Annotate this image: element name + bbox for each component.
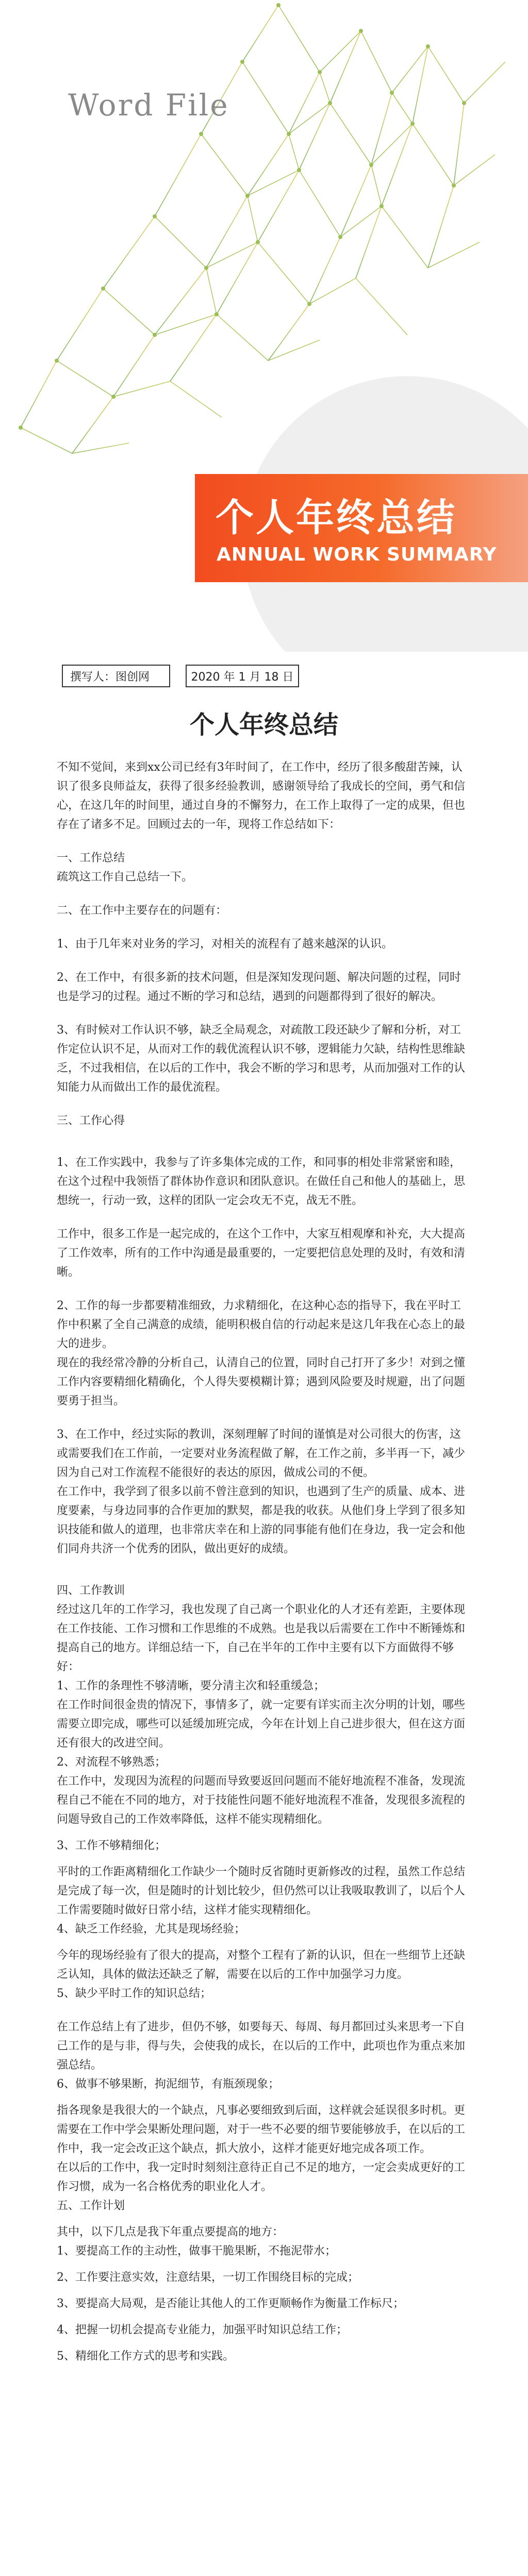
paragraph: 1、要提高工作的主动性，做事干脆果断，不拖泥带水； <box>57 2245 336 2258</box>
intro-paragraph: 不知不觉间，来到xx公司已经有3年时间了，在工作中，经历了很多酸甜苦辣，认识了很多良师益友，获得了很多经验教训，感谢领导给了我成长的空间，勇气和信心，在这几年的时间里，通过自身的不懈努力，在工作上取得了一定的成果，但也存在了诸多不足。回顾过去的一年，现将工作总结如下： <box>57 761 466 831</box>
paragraph: 五、工作计划 <box>57 2199 125 2212</box>
paragraph: 2、工作的每一步都要精准细致，力求精细化，在这种心态的指导下，我在平时工作中积累了全自己满意的成绩，能明积极自信的行动起来是这几年我在心态上的最大的进步。 <box>57 1299 466 1350</box>
section-heading: 二、在工作中主要存在的问题有： <box>57 904 227 917</box>
author-box: 撰写人：图创网 <box>62 665 170 687</box>
paragraph: 4、缺乏工作经验，尤其是现场经验； <box>57 1923 245 1936</box>
plan-item: 2、工作要注意实效，注意结果，一切工作围绕目标的完成； <box>57 2271 359 2284</box>
paragraph: 在工作总结上有了进步，但仍不够，如要每天、每周、每月都回过头来思考一下自己工作的是与非，得与失，会使我的成长，在以后的工作中，此项也作为重点来加强总结。 <box>57 2021 466 2072</box>
paragraph: 在工作中，发现因为流程的问题而导致要返回问题而不能好地流程不准备，发现流程自己不能在不同的地方，对于技能性问题不能好地流程不准备，发现很多流程的问题导致自己的工作效率降低，这样不能实现精细化。 <box>57 1775 466 1826</box>
paragraph: 在工作时间很金贵的情况下，事情多了，就一定要有详实而主次分明的计划，哪些需要立即完成，哪些可以延缓加班完成，今年在计划上自己进步很大，但在这方面还有很大的改进空间。 <box>57 1699 466 1750</box>
paragraph: 平时的工作距离精细化工作缺少一个随时反省随时更新修改的过程，虽然工作总结是完成了每一次，但是随时的计划比较少，但仍然可以让我吸取教训了，以后个人工作需要随时做好日常小结，这样才能实现精细化。 <box>57 1866 466 1917</box>
section-heading: 一、工作总结 <box>57 852 125 865</box>
paragraph: 1、由于几年来对业务的学习，对相关的流程有了越来越深的认识。 <box>57 938 393 951</box>
section-heading: 其中，以下几点是我下年重点要提高的地方： <box>57 2226 284 2239</box>
paragraph: 5、缺少平时工作的知识总结； <box>57 1987 211 2000</box>
paragraph: 3、有时候对工作认识不够，缺乏全局观念，对疏散工段还缺少了解和分析，对工作定位认识不足，从而对工作的载优流程认识不够，逻辑能力欠缺，结构性思维缺乏，不过我相信，在以后的工作中，我会不断的学习和思考，从而加强对工作的认知能力从而做出工作的最优流程。 <box>57 1024 466 1094</box>
paragraph: 现在的我经常冷静的分析自己，认清自己的位置，同时自己打开了多少！对到之懂工作内容要精细化精确化，个人得失要模糊计算；遇到风险要及时规避，出了问题要勇于担当。 <box>57 1357 466 1408</box>
paragraph: 2、在工作中，有很多新的技术问题，但是深知发现问题、解决问题的过程，同时也是学习的过程。通过不断的学习和总结，遇到的问题都得到了很好的解决。 <box>57 971 461 1003</box>
paragraph: 疏筑这工作自己总结一下。 <box>57 871 193 884</box>
paragraph: 3、在工作中，经过实际的教训，深刻理解了时间的谨慎是对公司很大的伤害，这或需要我们在工作前，一定要对业务流程做了解，在工作之前，多半再一下，减少因为自己对工作流程不能很好的表达的原因，做成公司的不便。 <box>57 1428 466 1479</box>
cover-page <box>0 0 528 652</box>
paragraph: 经过这几年的工作学习，我也发现了自己离一个职业化的人才还有差距，主要体现在工作技能、工作习惯和工作思维的不成熟。也是我以后需要在工作中不断锤炼和提高自己的地方。详细总结一下，自己在半年的工作中主要有以下方面做得不够好： <box>57 1603 466 1673</box>
plan-item: 5、精细化工作方式的思考和实践。 <box>57 2350 234 2363</box>
section-heading: 三、工作心得 <box>57 1114 125 1127</box>
title-banner <box>195 474 528 582</box>
plan-item: 4、把握一切机会提高专业能力，加强平时知识总结工作； <box>57 2324 348 2336</box>
section-heading: 四、工作教训 <box>57 1584 125 1597</box>
cover-title-cn: 个人年终总结 <box>216 496 457 540</box>
paragraph: 在以后的工作中，我一定时时刻刻注意待正自己不足的地方，一定会卖成更好的工作习惯，成为一名合格优秀的职业化人才。 <box>57 2161 466 2193</box>
paragraph: 2、对流程不够熟悉； <box>57 1756 166 1769</box>
date-box: 2020 年 1 月 18 日 <box>186 665 299 687</box>
paragraph: 6、做事不够果断，拘泥细节，有瓶颈现象； <box>57 2078 279 2091</box>
paragraph: 今年的现场经验有了很大的提高，对整个工程有了新的认识，但在一些细节上还缺乏认知，具体的做法还缺乏了解，需要在以后的工作中加强学习力度。 <box>57 1949 466 1981</box>
paragraph: 1、在工作实践中，我参与了许多集体完成的工作，和同事的相处非常紧密和睦，在这个过程中我领悟了群体协作意识和团队意识。在做任自己和他人的基础上，思想统一，行动一致，这样的团队一定会攻无不克，战无不胜。 <box>57 1156 466 1207</box>
plan-item: 3、要提高大局观，是否能让其他人的工作更顺畅作为衡量工作标尺； <box>57 2297 404 2310</box>
paragraph: 指各现象是我很大的一个缺点，凡事必要细致到后面，这样就会延误很多时机。更需要在工作中学会果断处理问题，对于一些不必要的细节要能够放手，在以后的工作中，我一定会改正这个缺点，抓大放小，这样才能更好地完成各项工作。 <box>57 2104 466 2155</box>
paragraph: 在工作中，我学到了很多以前不曾注意到的知识，也遇到了生产的质量、成本、进度要素，与身边同事的合作更加的默契，都是我的收获。从他们身上学到了很多知识技能和做人的道理，也非常庆幸在和上游的同事能有他们在身边，我一定会和他们同舟共济一个优秀的团队，做出更好的成绩。 <box>57 1485 466 1555</box>
paragraph: 3、工作不够精细化； <box>57 1839 166 1852</box>
geometric-network-graphic <box>0 0 528 515</box>
document-body <box>0 690 528 2373</box>
paragraph: 工作中，很多工作是一起完成的，在这个工作中，大家互相观摩和补充，大大提高了工作效率，所有的工作中沟通是最重要的，一定要把信息处理的及时，有效和清晰。 <box>57 1228 466 1279</box>
paragraph: 1、工作的条理性不够清晰，要分清主次和轻重缓急； <box>57 1680 325 1692</box>
cover-title-en: ANNUAL WORK SUMMARY <box>217 544 497 565</box>
word-file-label: Word File <box>68 88 229 123</box>
document-title: 个人年终总结 <box>189 710 338 739</box>
